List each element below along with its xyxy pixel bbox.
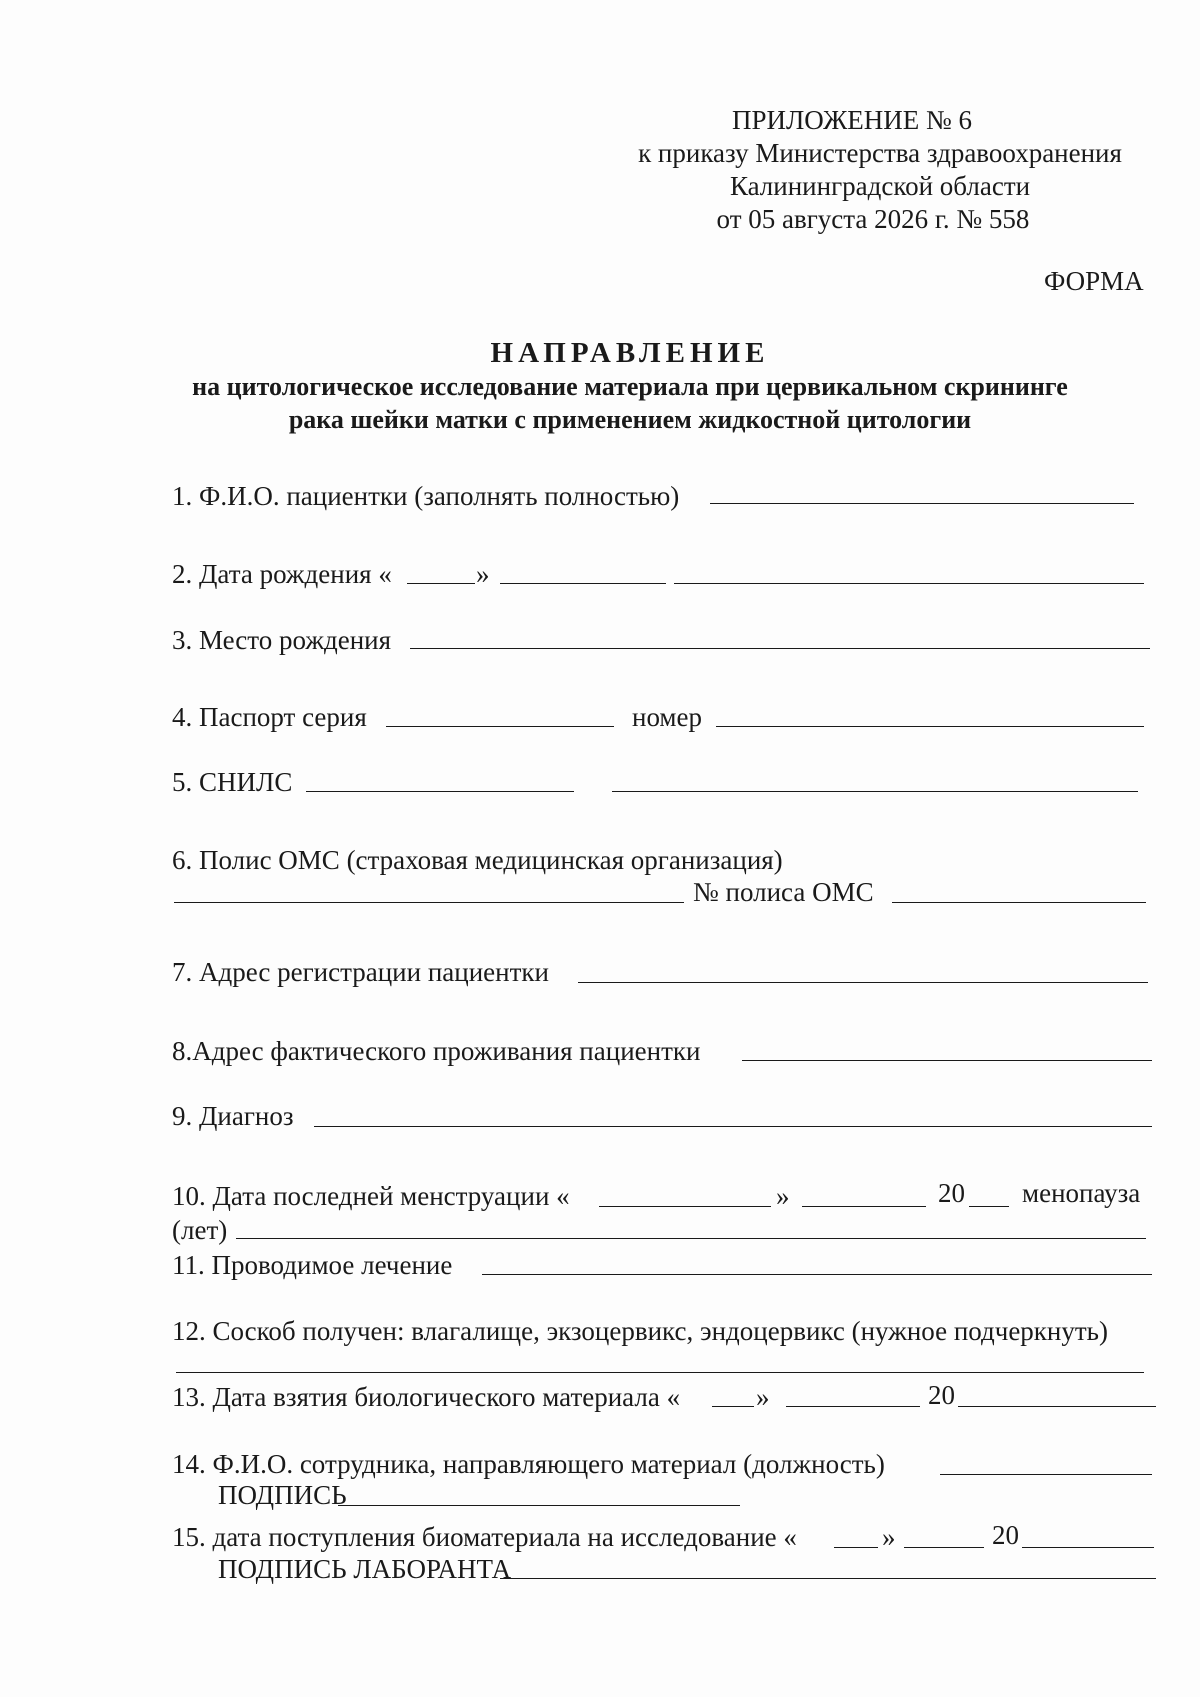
field-11-label: 11. Проводимое лечение — [172, 1250, 453, 1280]
field-5-label: 5. СНИЛС — [172, 767, 293, 797]
title-main: НАПРАВЛЕНИЕ — [490, 337, 770, 369]
field-2-day-line[interactable] — [407, 583, 475, 584]
field-10-day-line[interactable] — [599, 1206, 771, 1207]
field-2-month-line[interactable] — [500, 583, 666, 584]
field-13-day-line[interactable] — [712, 1406, 754, 1407]
field-9-line[interactable] — [314, 1126, 1152, 1127]
field-13-month-line[interactable] — [786, 1406, 920, 1407]
field-7-line[interactable] — [578, 982, 1148, 983]
document-title — [140, 336, 1120, 436]
field-10-label: 10. Дата последней менструации « — [172, 1181, 570, 1211]
field-15-year-prefix: 20 — [992, 1520, 1019, 1550]
field-10-quote-close: » — [776, 1181, 790, 1211]
field-7-label: 7. Адрес регистрации пациентки — [172, 957, 549, 987]
field-4-label: 4. Паспорт серия — [172, 702, 367, 732]
field-2-label: 2. Дата рождения « — [172, 559, 392, 589]
field-10-menopause-label: менопауза — [1022, 1178, 1141, 1208]
field-15-quote-close: » — [882, 1522, 896, 1552]
field-10-month-line[interactable] — [802, 1206, 926, 1207]
field-14-signature-line[interactable] — [338, 1505, 740, 1506]
field-6-label: 6. Полис ОМС (страховая медицинская организация) — [172, 845, 783, 875]
field-10-years-label: (лет) — [172, 1215, 228, 1245]
field-15-label: 15. дата поступления биоматериала на исследование « — [172, 1522, 797, 1552]
field-15-lab-signature-label: ПОДПИСЬ ЛАБОРАНТА — [218, 1554, 512, 1584]
field-6-policy-label: № полиса ОМС — [693, 877, 874, 907]
field-9-label: 9. Диагноз — [172, 1101, 294, 1131]
field-14-signature-label: ПОДПИСЬ — [218, 1480, 347, 1510]
appendix-region-line: Калининградской области — [729, 171, 1031, 201]
field-13-year-prefix: 20 — [928, 1380, 955, 1410]
title-subtitle-line2: рака шейки матки с применением жидкостной цитологии — [288, 405, 972, 434]
field-3-line[interactable] — [410, 648, 1150, 649]
appendix-date-line: от 05 августа 2026 г. № 558 — [716, 204, 1030, 234]
field-5-line-b[interactable] — [612, 791, 1138, 792]
field-2-quote-close: » — [476, 559, 490, 589]
field-3-label: 3. Место рождения — [172, 625, 392, 655]
field-6-insurer-line[interactable] — [174, 902, 684, 903]
field-8-line[interactable] — [742, 1060, 1152, 1061]
field-12-line[interactable] — [176, 1372, 1144, 1373]
field-15-lab-signature-line[interactable] — [500, 1578, 1156, 1579]
field-8-label: 8.Адрес фактического проживания пациентки — [172, 1036, 701, 1066]
form-label: ФОРМА — [1044, 266, 1144, 296]
field-15-year-line[interactable] — [1022, 1547, 1154, 1548]
field-13-quote-close: » — [756, 1382, 770, 1412]
field-13-year-line[interactable] — [958, 1406, 1156, 1407]
field-13-label: 13. Дата взятия биологического материала « — [172, 1382, 681, 1412]
field-5-line-a[interactable] — [306, 791, 574, 792]
appendix-order-line: к приказу Министерства здравоохранения — [638, 138, 1122, 168]
field-14-label: 14. Ф.И.О. сотрудника, направляющего материал (должность) — [172, 1449, 885, 1479]
field-10-year-prefix: 20 — [938, 1178, 965, 1208]
appendix-title: ПРИЛОЖЕНИЕ № 6 — [731, 105, 973, 135]
field-15-month-line[interactable] — [904, 1547, 984, 1548]
field-12-label: 12. Соскоб получен: влагалище, экзоцервикс, эндоцервикс (нужное подчеркнуть) — [172, 1316, 1108, 1346]
field-6-policy-line[interactable] — [892, 902, 1146, 903]
field-14-line[interactable] — [940, 1474, 1152, 1475]
field-1-label: 1. Ф.И.О. пациентки (заполнять полностью) — [172, 481, 680, 511]
field-15-day-line[interactable] — [834, 1547, 878, 1548]
field-4-series-line[interactable] — [386, 726, 614, 727]
field-2-year-line[interactable] — [674, 583, 1144, 584]
field-4-number-label: номер — [632, 702, 703, 732]
field-1-line[interactable] — [710, 503, 1134, 504]
field-10-year-line[interactable] — [969, 1206, 1009, 1207]
field-4-number-line[interactable] — [716, 726, 1144, 727]
title-subtitle-line1: на цитологическое исследование материала при цервикальном скрининге — [192, 372, 1068, 401]
field-11-line[interactable] — [482, 1274, 1152, 1275]
field-10-years-line[interactable] — [236, 1238, 1146, 1239]
appendix-header — [600, 104, 1160, 236]
